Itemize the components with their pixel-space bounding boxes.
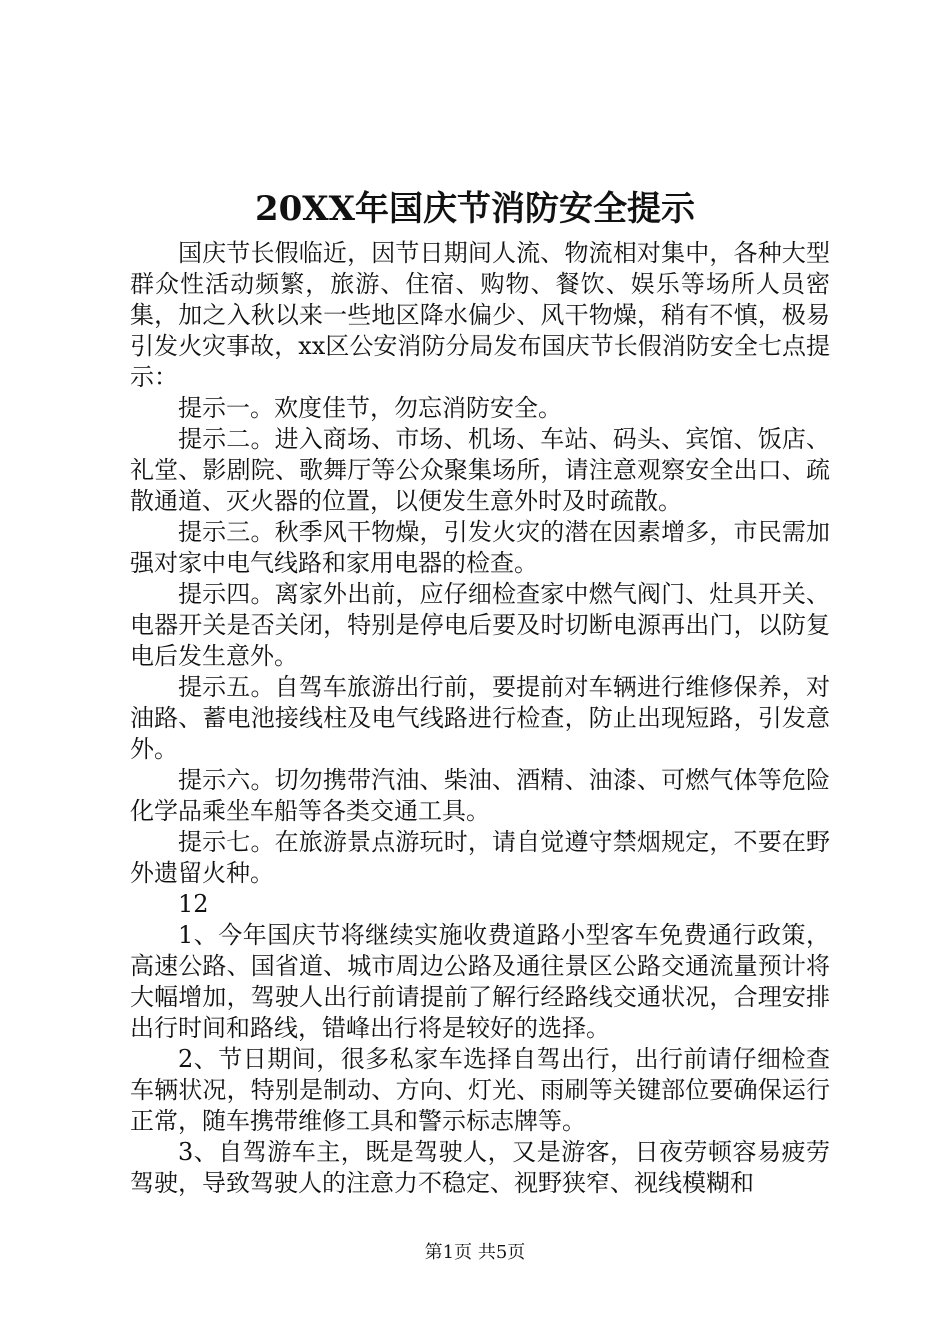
paragraph-tip-7: 提示七。在旅游景点游玩时，请自觉遵守禁烟规定，不要在野外遗留火种。 bbox=[130, 828, 830, 887]
page-footer: 第1页 共5页 bbox=[424, 1242, 526, 1263]
paragraph-tip-2: 提示二。进入商场、市场、机场、车站、码头、宾馆、饭店、礼堂、影剧院、歌舞厅等公众聚集场所，请注意观察安全出口、疏散通道、灭火器的位置，以便发生意外时及时疏散。 bbox=[130, 425, 830, 515]
paragraph-tip-3: 提示三。秋季风干物燥，引发火灾的潜在因素增多，市民需加强对家中电气线路和家用电器的检查。 bbox=[130, 518, 830, 577]
paragraph-tip-4: 提示四。离家外出前，应仔细检查家中燃气阀门、灶具开关、电器开关是否关闭，特别是停电后要及时切断电源再出门，以防复电后发生意外。 bbox=[130, 580, 830, 670]
document-body bbox=[130, 238, 830, 1199]
document-title: 20XX年国庆节消防安全提示 bbox=[254, 189, 696, 229]
paragraph-tip-5: 提示五。自驾车旅游出行前，要提前对车辆进行维修保养，对油路、蓄电池接线柱及电气线路进行检查，防止出现短路，引发意外。 bbox=[130, 673, 830, 763]
paragraph-tip-6: 提示六。切勿携带汽油、柴油、酒精、油漆、可燃气体等危险化学品乘坐车船等各类交通工具。 bbox=[130, 766, 830, 825]
paragraph-item-3: 3、自驾游车主，既是驾驶人，又是游客，日夜劳顿容易疲劳驾驶，导致驾驶人的注意力不稳定、视野狭窄、视线模糊和 bbox=[130, 1138, 830, 1197]
paragraph-marker: 12 bbox=[178, 890, 209, 918]
paragraph-item-1: 1、今年国庆节将继续实施收费道路小型客车免费通行政策，高速公路、国省道、城市周边公路及通往景区公路交通流量预计将大幅增加，驾驶人出行前请提前了解行经路线交通状况，合理安排出行时间和路线，错峰出行将是较好的选择。 bbox=[130, 921, 830, 1042]
paragraph-tip-1: 提示一。欢度佳节，勿忘消防安全。 bbox=[178, 394, 562, 422]
paragraph-intro: 国庆节长假临近，因节日期间人流、物流相对集中，各种大型群众性活动频繁，旅游、住宿、购物、餐饮、娱乐等场所人员密集，加之入秋以来一些地区降水偏少、风干物燥，稍有不慎，极易引发火灾事故，xx区公安消防分局发布国庆节长假消防安全七点提示： bbox=[130, 239, 830, 391]
paragraph-item-2: 2、节日期间，很多私家车选择自驾出行，出行前请仔细检查车辆状况，特别是制动、方向、灯光、雨刷等关键部位要确保运行正常，随车携带维修工具和警示标志牌等。 bbox=[130, 1045, 830, 1135]
